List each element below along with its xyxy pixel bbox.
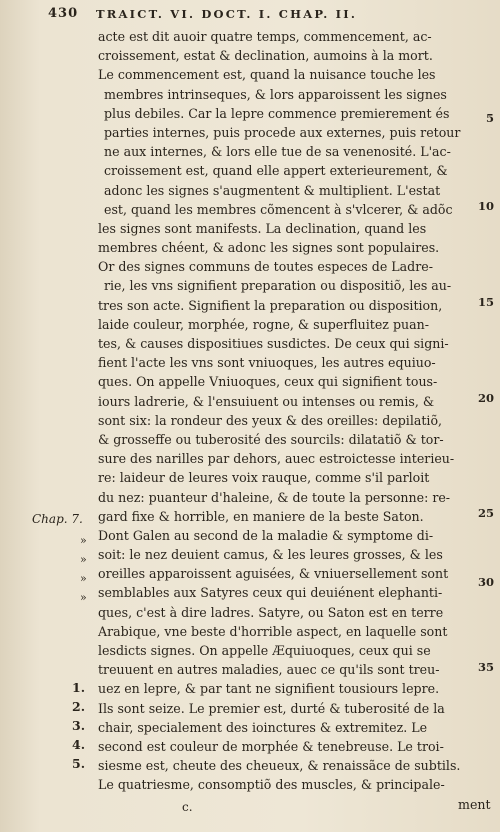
- text-line: lesdicts signes. On appelle Æquiuoques, ceux qui se: [98, 643, 431, 658]
- margin-line-number: 10: [477, 199, 494, 213]
- text-line: acte est dit auoir quatre temps, commencement, ac-: [98, 29, 432, 44]
- signature-mark: c.: [182, 800, 193, 814]
- text-line: treuuent en autres maladies, auec ce qu'ils sont treu-: [98, 662, 440, 678]
- text-line: fient l'acte les vns sont vniuoques, les autres equiuo-: [98, 355, 436, 371]
- text-line: re: laideur de leures voix rauque, comme s'il parloit: [98, 470, 430, 486]
- text-line: sure des narilles par dehors, auec estroictesse interieu-: [98, 451, 455, 467]
- running-head: TRAICT. VI. DOCT. I. CHAP. II.: [96, 7, 358, 21]
- text-line: ment: [458, 796, 491, 812]
- text-line: & grosseffe ou tuberosité des sourcils: dilatatiõ & tor-: [98, 431, 444, 447]
- text-line: soit: le nez deuient camus, & les leures grosses, & les: [98, 547, 443, 563]
- text-line: croissement est, quand elle appert exterieurement, &: [104, 163, 448, 179]
- enumeration-number: 2.: [72, 699, 86, 714]
- text-line: membres intrinseques, & lors apparoissent les signes: [104, 86, 447, 102]
- text-line: Or des signes communs de toutes especes de Ladre-: [98, 259, 433, 275]
- margin-line-number: 30: [477, 575, 494, 589]
- page-number: 430: [48, 6, 79, 21]
- margin-line-number: 25: [477, 506, 494, 520]
- margin-line-number: 5: [485, 111, 494, 125]
- text-line: Arabique, vne beste d'horrible aspect, en laquelle sont: [98, 623, 448, 639]
- text-line: parties internes, puis procede aux externes, puis retour: [104, 124, 461, 140]
- margin-chapter-note: Chap. 7.: [32, 512, 83, 526]
- text-line: second est couleur de morphée & tenebreuse. Le troi-: [98, 738, 444, 754]
- enumeration-number: 4.: [72, 737, 86, 752]
- text-line: iours ladrerie, & l'ensuiuent ou intenses ou remis, &: [98, 393, 435, 409]
- text-line: croissement, estat & declination, aumoins à la mort.: [98, 48, 433, 64]
- text-line: chair, specialement des ioinctures & extremitez. Le: [98, 719, 428, 735]
- text-line: ne aux internes, & lors elle tue de sa venenosité. L'ac-: [104, 144, 451, 160]
- text-line: ques. On appelle Vniuoques, ceux qui signifient tous-: [98, 374, 438, 390]
- text-line: les signes sont manifests. La declination, quand les: [98, 220, 427, 236]
- text-line: plus debiles. Car la lepre commence premierement és: [104, 105, 450, 121]
- text-line: Le commencement est, quand la nuisance touche les: [98, 67, 436, 83]
- enumeration-number: 3.: [72, 718, 86, 733]
- enumeration-number: 5.: [72, 756, 86, 771]
- text-line: semblables aux Satyres ceux qui deuiénent elephanti-: [98, 585, 443, 601]
- text-line: Ils sont seize. Le premier est, durté & tuberosité de la: [98, 700, 445, 716]
- enumeration-number: 1.: [72, 680, 86, 695]
- text-line: est, quand les membres cõmencent à s'vlcerer, & adõc: [104, 201, 453, 217]
- text-line: ques, c'est à dire ladres. Satyre, ou Saton est en terre: [98, 604, 444, 620]
- text-line: gard fixe & horrible, en maniere de la beste Saton.: [98, 508, 424, 524]
- margin-line-number: 35: [477, 660, 494, 674]
- text-line: siesme est, cheute des cheueux, & renaissãce de subtils.: [98, 758, 461, 774]
- quotation-marker: »: [80, 591, 87, 604]
- quotation-marker: »: [80, 572, 87, 585]
- margin-line-number: 15: [477, 295, 494, 309]
- text-line: tres son acte. Signifient la preparation ou disposition,: [98, 297, 443, 313]
- text-line: rie, les vns signifient preparation ou dispositiõ, les au-: [104, 278, 452, 294]
- text-line: oreilles apparoissent aguisées, & vniuersellement sont: [98, 566, 449, 582]
- text-line: laide couleur, morphée, rogne, & superfluitez puan-: [98, 316, 429, 332]
- margin-line-number: 20: [477, 391, 494, 405]
- page-header: [38, 6, 478, 24]
- quotation-marker: »: [80, 534, 87, 547]
- text-line: Dont Galen au second de la maladie & symptome di-: [98, 527, 434, 543]
- text-line: adonc les signes s'augmentent & multiplient. L'estat: [104, 182, 441, 198]
- text-line: tes, & causes dispositiues susdictes. De ceux qui signi-: [98, 336, 449, 351]
- text-line: membres chéent, & adonc les signes sont populaires.: [98, 240, 440, 256]
- quotation-marker: »: [80, 553, 87, 566]
- text-line: Le quatriesme, consomptiõ des muscles, & principale-: [98, 777, 445, 793]
- text-line: du nez: puanteur d'haleine, & de toute la personne: re-: [98, 489, 451, 505]
- text-line: sont six: la rondeur des yeux & des oreilles: depilatiõ,: [98, 412, 443, 428]
- text-line: uez en lepre, & par tant ne signifient tousiours lepre.: [98, 681, 440, 697]
